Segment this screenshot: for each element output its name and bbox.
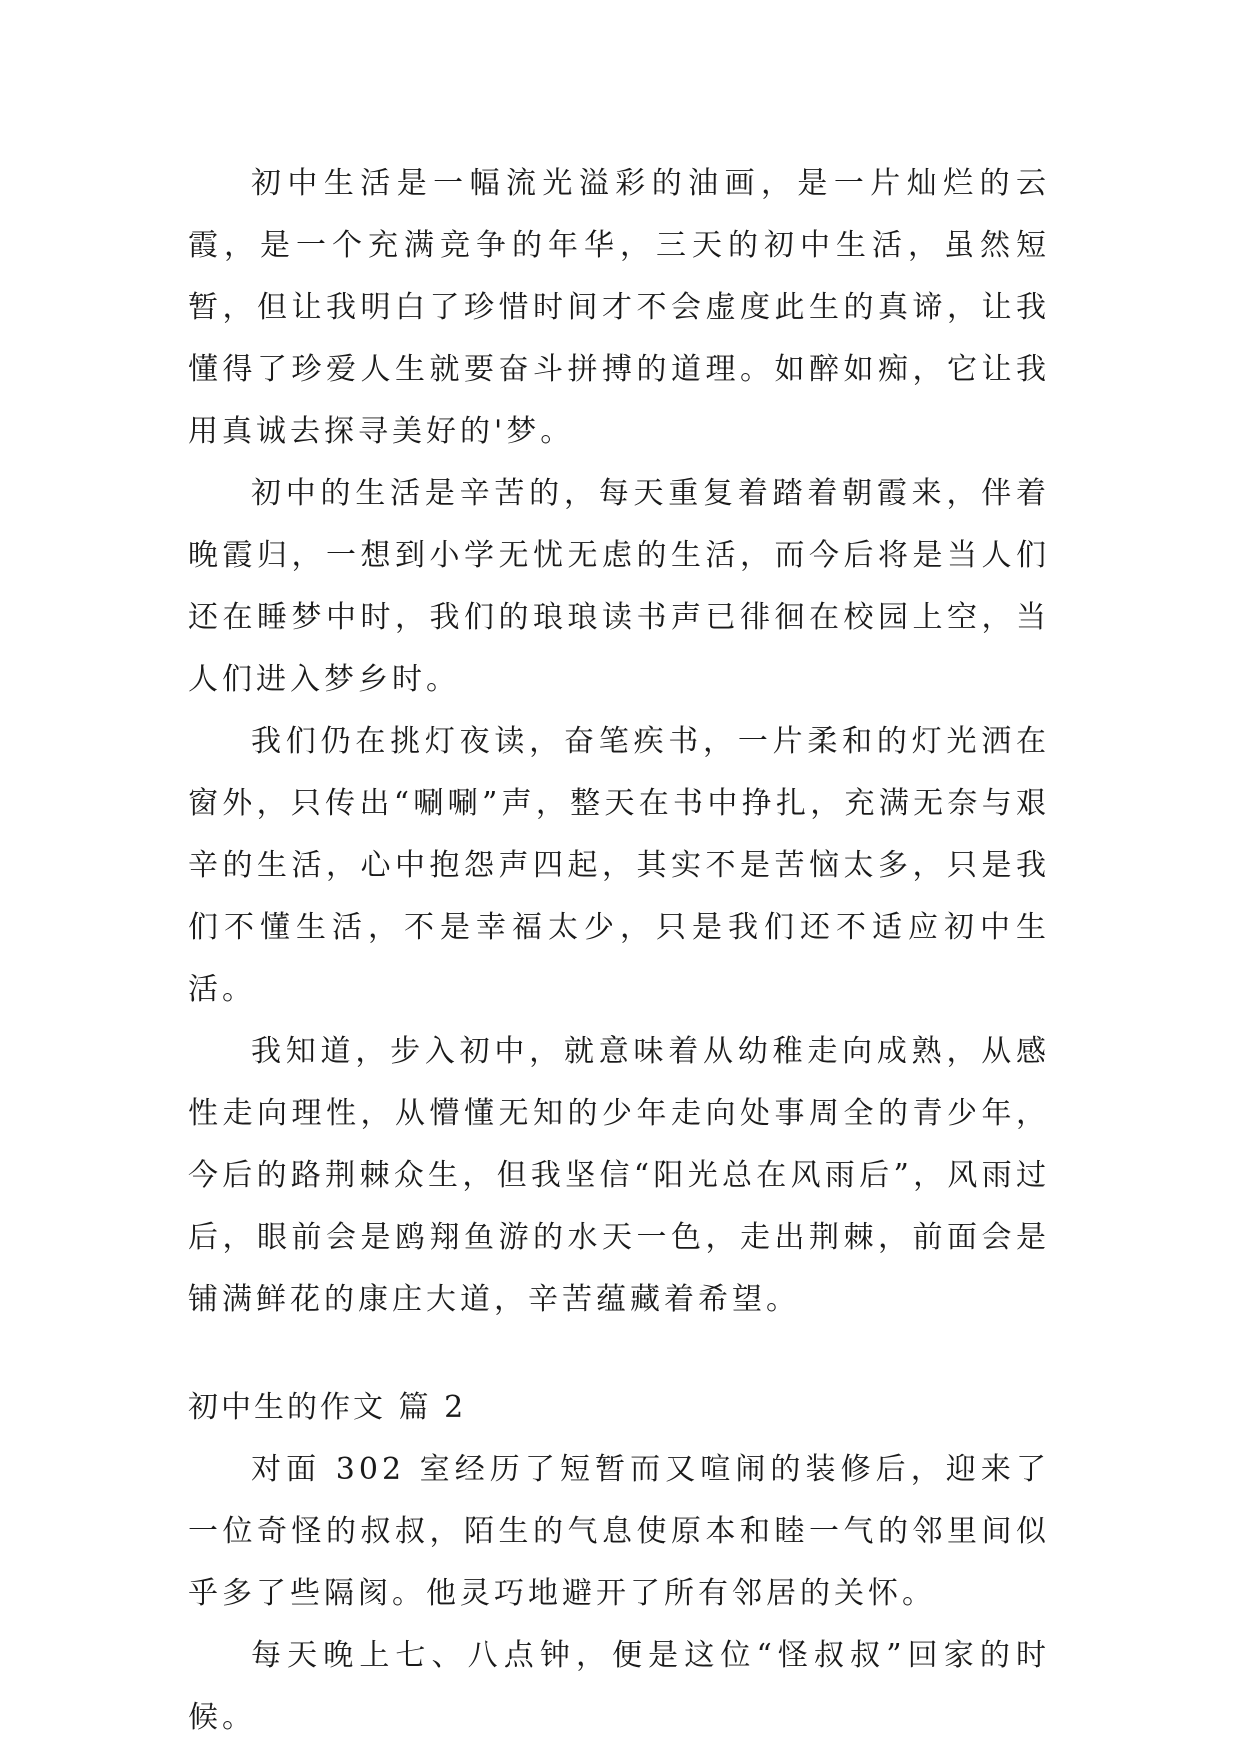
paragraph: 我们仍在挑灯夜读，奋笔疾书，一片柔和的灯光洒在窗外，只传出“唰唰”声，整天在书中挣扎，充满无奈与艰辛的生活，心中抱怨声四起，其实不是苦恼太多，只是我们不懂生活，不是幸福太少，只是我们还不适应初中生活。 [188,724,1050,1007]
document-body [188,153,1050,1749]
paragraph: 初中生活是一幅流光溢彩的油画，是一片灿烂的云霞，是一个充满竞争的年华，三天的初中生活，虽然短暂，但让我明白了珍惜时间才不会虚度此生的真谛，让我懂得了珍爱人生就要奋斗拼搏的道理。如醉如痴，它让我用真诚去探寻美好的'梦。 [188,166,1050,449]
section-heading: 初中生的作文 篇 2 [188,1390,467,1425]
paragraph: 每天晚上七、八点钟，便是这位“怪叔叔”回家的时候。 [188,1638,1050,1735]
paragraph: 我知道，步入初中，就意味着从幼稚走向成熟，从感性走向理性，从懵懂无知的少年走向处事周全的青少年，今后的路荆棘众生，但我坚信“阳光总在风雨后”，风雨过后，眼前会是鸥翔鱼游的水天一色，走出荆棘，前面会是铺满鲜花的康庄大道，辛苦蕴藏着希望。 [188,1034,1050,1317]
paragraph: 对面 302 室经历了短暂而又喧闹的装修后，迎来了一位奇怪的叔叔，陌生的气息使原本和睦一气的邻里间似乎多了些隔阂。他灵巧地避开了所有邻居的关怀。 [188,1452,1050,1611]
paragraph: 初中的生活是辛苦的，每天重复着踏着朝霞来，伴着晚霞归，一想到小学无忧无虑的生活，而今后将是当人们还在睡梦中时，我们的琅琅读书声已徘徊在校园上空，当人们进入梦乡时。 [188,476,1050,697]
